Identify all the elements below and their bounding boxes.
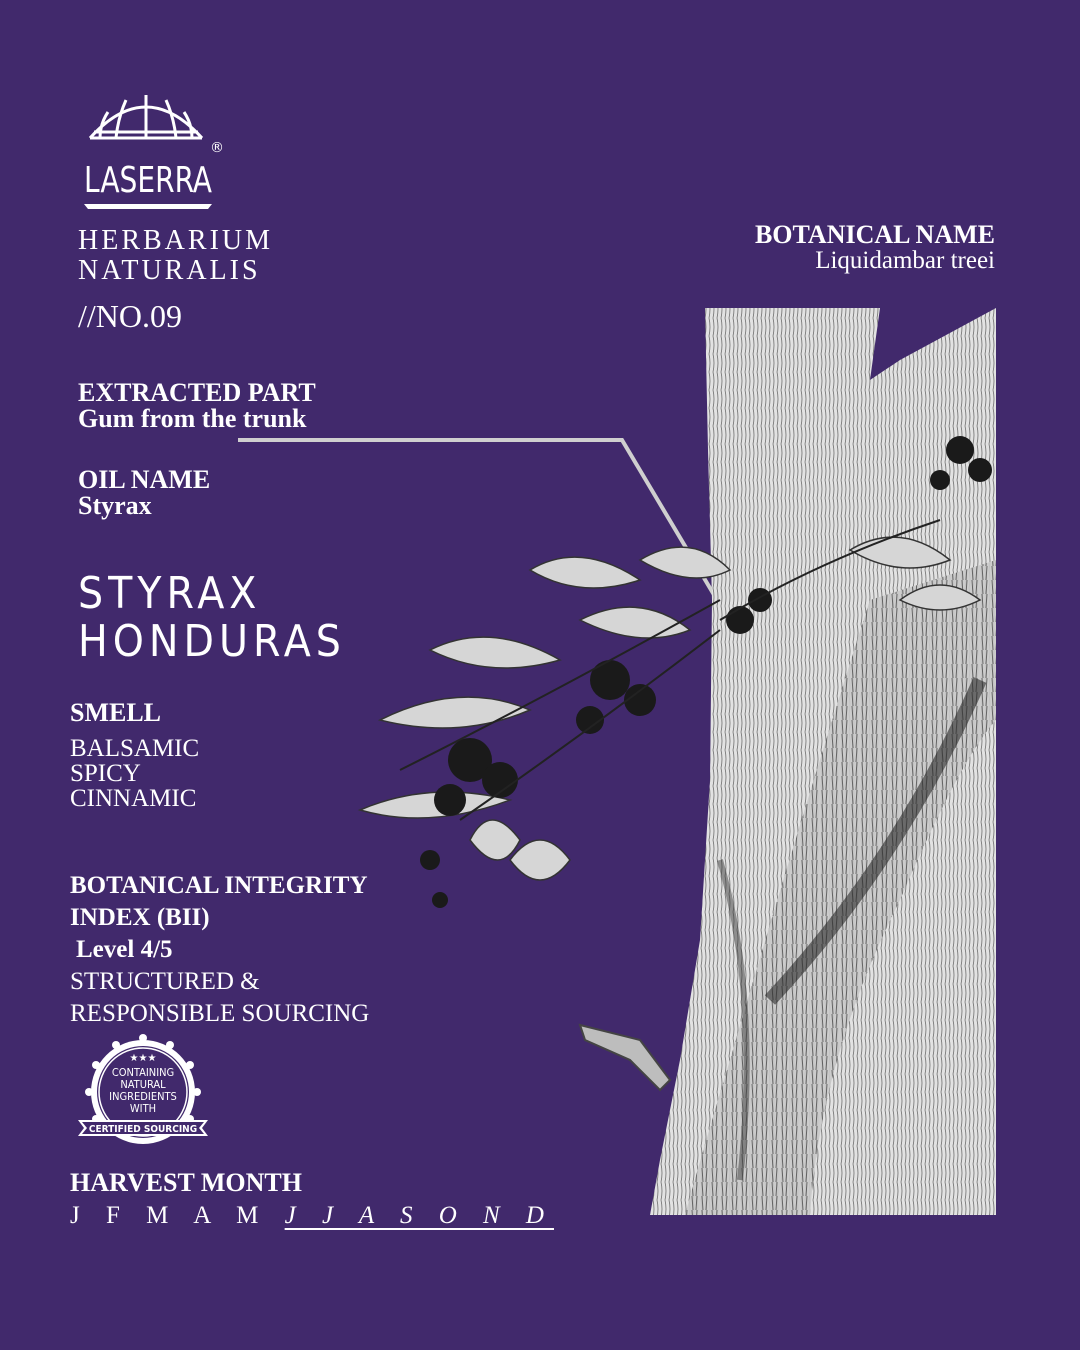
brand-line-2: NATURALIS bbox=[78, 255, 261, 286]
svg-text:INGREDIENTS: INGREDIENTS bbox=[109, 1090, 177, 1103]
oil-name-label: OIL NAME bbox=[78, 465, 211, 494]
tree-trunk-icon bbox=[340, 300, 1000, 1220]
harvest-months-inactive: J F M A M bbox=[70, 1202, 269, 1229]
smell-note: BALSAMIC bbox=[70, 735, 200, 762]
svg-text:LASERRA: LASERRA bbox=[84, 160, 212, 201]
botanical-name-block bbox=[755, 222, 995, 274]
greenhouse-dome-icon bbox=[82, 90, 232, 215]
product-title bbox=[78, 570, 346, 666]
oil-name-block bbox=[78, 467, 210, 519]
svg-text:★★★: ★★★ bbox=[129, 1053, 157, 1064]
bii-block bbox=[70, 870, 369, 1030]
brand-line-1: HERBARIUM bbox=[78, 225, 274, 256]
smell-note: CINNAMIC bbox=[70, 785, 197, 812]
styrax-tree-illustration bbox=[340, 300, 1000, 1220]
svg-text:CONTAINING: CONTAINING bbox=[111, 1066, 175, 1079]
botanical-name-value: Liquidambar treei bbox=[815, 247, 995, 274]
svg-text:®: ® bbox=[210, 140, 224, 156]
bii-level: Level 4/5 bbox=[76, 936, 173, 963]
svg-text:NATURAL: NATURAL bbox=[120, 1078, 166, 1091]
svg-text:WITH: WITH bbox=[129, 1102, 157, 1115]
product-title-line1: STYRAX bbox=[78, 568, 262, 619]
smell-note: SPICY bbox=[70, 760, 141, 787]
harvest-months-active: J J A S O N D bbox=[284, 1202, 554, 1229]
certification-seal-icon bbox=[78, 1034, 208, 1150]
bii-desc-line1: STRUCTURED & bbox=[70, 968, 260, 995]
bii-desc-line2: RESPONSIBLE SOURCING bbox=[70, 1000, 370, 1027]
smell-block bbox=[70, 700, 199, 811]
oil-name-value: Styrax bbox=[78, 491, 152, 520]
smell-label: SMELL bbox=[70, 698, 162, 727]
laserra-logo bbox=[82, 90, 232, 215]
collection-number: //NO.09 bbox=[78, 298, 182, 334]
certified-sourcing-badge bbox=[78, 1034, 208, 1150]
botanical-name-label: BOTANICAL NAME bbox=[754, 220, 995, 249]
product-title-line2: HONDURAS bbox=[78, 616, 346, 667]
extracted-part-label: EXTRACTED PART bbox=[78, 378, 316, 407]
bii-heading-line1: BOTANICAL INTEGRITY bbox=[70, 872, 368, 899]
harvest-label: HARVEST MONTH bbox=[70, 1168, 302, 1197]
extracted-part-block bbox=[78, 380, 316, 432]
bii-heading-line2: INDEX (BII) bbox=[70, 904, 210, 931]
extracted-part-value: Gum from the trunk bbox=[78, 404, 307, 433]
svg-text:CERTIFIED SOURCING: CERTIFIED SOURCING bbox=[88, 1124, 198, 1135]
